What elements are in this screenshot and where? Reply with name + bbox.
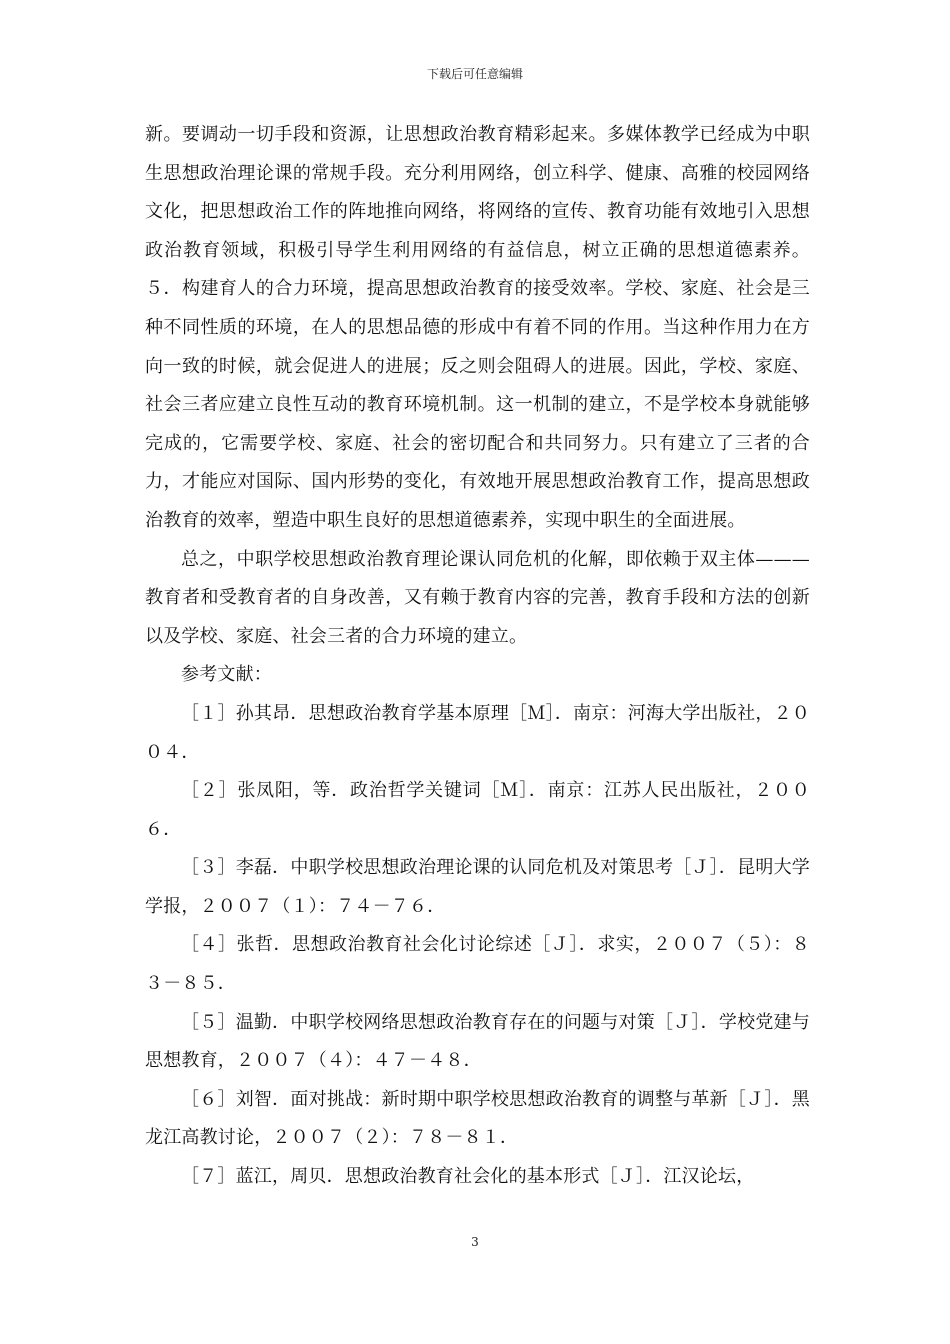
- document-body: [145, 116, 810, 1197]
- body-paragraph: 新。要调动一切手段和资源，让思想政治教育精彩起来。多媒体教学已经成为中职生思想政治理论课的常规手段。充分利用网络，创立科学、健康、高雅的校园网络文化，把思想政治工作的阵地推向网络，将网络的宣传、教育功能有效地引入思想政治教育领域，积极引导学生利用网络的有益信息，树立正确的思想道德素养。５．构建育人的合力环境，提高思想政治教育的接受效率。学校、家庭、社会是三种不同性质的环境，在人的思想品德的形成中有着不同的作用。当这种作用力在方向一致的时候，就会促进人的进展；反之则会阻碍人的进展。因此，学校、家庭、社会三者应建立良性互动的教育环境机制。这一机制的建立，不是学校本身就能够完成的，它需要学校、家庭、社会的密切配合和共同努力。只有建立了三者的合力，才能应对国际、国内形势的变化，有效地开展思想政治教育工作，提高思想政治教育的效率，塑造中职生良好的思想道德素养，实现中职生的全面进展。: [145, 124, 810, 531]
- reference-item: ［７］蓝江，周贝．思想政治教育社会化的基本形式［Ｊ］．江汉论坛，: [181, 1166, 755, 1188]
- reference-item: ［３］李磊．中职学校思想政治理论课的认同危机及对策思考［Ｊ］．昆明大学学报，２００７（１）：７４－７６．: [145, 857, 810, 917]
- page-header: 下载后可任意编辑: [426, 67, 523, 81]
- reference-item: ［２］张凤阳，等．政治哲学关键词［Ｍ］．南京：江苏人民出版社，２００６．: [145, 780, 810, 840]
- conclusion-paragraph: 总之，中职学校思想政治教育理论课认同危机的化解，即依赖于双主体———教育者和受教育者的自身改善，又有赖于教育内容的完善，教育手段和方法的创新以及学校、家庭、社会三者的合力环境的建立。: [145, 548, 810, 647]
- references-heading: 参考文献：: [181, 664, 272, 686]
- reference-item: ［５］温勤．中职学校网络思想政治教育存在的问题与对策［Ｊ］．学校党建与思想教育，２００７（４）：４７－４８．: [145, 1011, 810, 1072]
- reference-item: ［６］刘智．面对挑战：新时期中职学校思想政治教育的调整与革新［Ｊ］．黑龙江高教讨论，２００７（２）：７８－８１．: [145, 1088, 810, 1149]
- reference-item: ［１］孙其昂．思想政治教育学基本原理［Ｍ］．南京：河海大学出版社，２００４．: [145, 702, 810, 763]
- page-number: 3: [471, 1235, 479, 1249]
- references-list: [145, 695, 810, 1197]
- reference-item: ［４］张哲．思想政治教育社会化讨论综述［Ｊ］．求实，２００７（５）：８３－８５．: [145, 934, 810, 995]
